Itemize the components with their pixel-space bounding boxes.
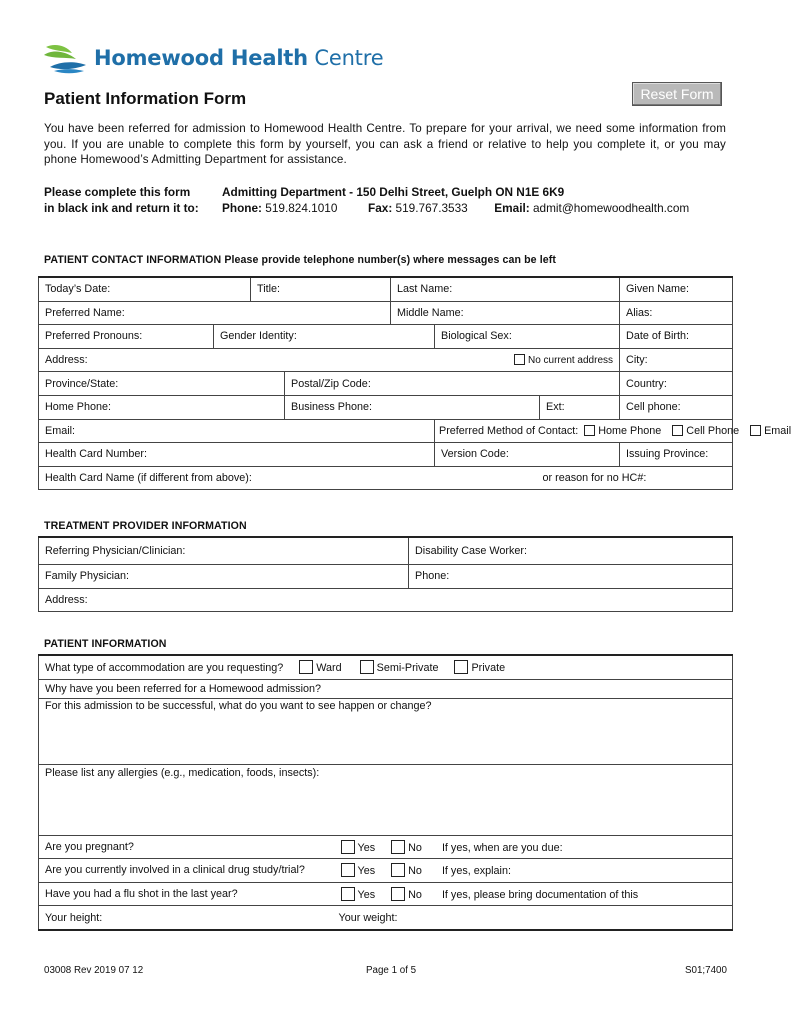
contact-section-heading: PATIENT CONTACT INFORMATION Please provide telephone number(s) where messages can be left <box>44 254 556 266</box>
form-title: Patient Information Form <box>44 89 247 108</box>
phone-number: 519.824.1010 <box>265 200 338 215</box>
provider-section-heading: TREATMENT PROVIDER INFORMATION <box>44 520 247 532</box>
last-name-field[interactable]: Last Name: <box>391 277 620 301</box>
allergies-field[interactable]: Please list any allergies (e.g., medication, foods, insects): <box>39 764 733 835</box>
address-field[interactable]: Address: No current address <box>39 348 620 372</box>
no-address-checkbox[interactable] <box>514 354 525 365</box>
home-phone-checkbox[interactable] <box>584 425 595 436</box>
flu-shot-options: Yes No If yes, please bring documentation of this <box>337 882 733 906</box>
ward-checkbox[interactable] <box>299 660 313 674</box>
email-checkbox[interactable] <box>750 425 761 436</box>
pregnant-question: Are you pregnant? <box>39 835 337 859</box>
drug-study-question: Are you currently involved in a clinical drug study/trial? <box>39 859 337 883</box>
homewood-logo <box>42 40 383 76</box>
drug-study-no-checkbox[interactable] <box>391 863 405 877</box>
province-field[interactable]: Province/State: <box>39 372 285 396</box>
country-field[interactable]: Country: <box>620 372 733 396</box>
admission-goals-field[interactable]: For this admission to be successful, what do you want to see happen or change? <box>39 698 733 764</box>
email-address: admit@homewoodhealth.com <box>532 200 690 215</box>
email-field[interactable]: Email: <box>39 419 435 443</box>
pregnant-yes-checkbox[interactable] <box>341 840 355 854</box>
gender-identity-field[interactable]: Gender Identity: <box>214 325 435 349</box>
page-number: Page 1 of 5 <box>366 965 417 976</box>
weight-field[interactable]: Your weight: <box>337 906 733 930</box>
disability-case-worker-field[interactable]: Disability Case Worker: <box>409 537 733 565</box>
health-card-field[interactable]: Health Card Number: <box>39 443 435 467</box>
admitting-info: Admitting Department - 150 Delhi Street, Guelph ON N1E 6K9 Phone: 519.824.1010 Fax: 519.767.3533 Email: admit@homewoodhealth.com <box>222 185 690 215</box>
given-name-field[interactable]: Given Name: <box>620 277 733 301</box>
logo-text: Homewood Health Centre <box>94 46 384 70</box>
admitting-address: Admitting Department - 150 Delhi Street, Guelph ON N1E 6K9 <box>222 185 565 199</box>
cell-phone-checkbox[interactable] <box>672 425 683 436</box>
provider-phone-field[interactable]: Phone: <box>409 565 733 589</box>
biological-sex-field[interactable]: Biological Sex: <box>435 325 620 349</box>
private-checkbox[interactable] <box>454 660 468 674</box>
home-phone-field[interactable]: Home Phone: <box>39 395 285 419</box>
pronouns-field[interactable]: Preferred Pronouns: <box>39 325 214 349</box>
business-phone-field[interactable]: Business Phone: <box>285 395 540 419</box>
drug-study-explain-field[interactable]: If yes, explain: <box>441 865 511 878</box>
alias-field[interactable]: Alias: <box>620 301 733 325</box>
accommodation-field: What type of accommodation are you requesting? Ward Semi-Private Private <box>39 655 733 679</box>
preferred-name-field[interactable]: Preferred Name: <box>39 301 391 325</box>
health-card-name-field[interactable]: Health Card Name (if different from above): <box>39 466 435 490</box>
height-field[interactable]: Your height: <box>39 906 337 930</box>
drug-study-yes-checkbox[interactable] <box>341 863 355 877</box>
pregnant-options: Yes No If yes, when are you due: <box>337 835 733 859</box>
no-hc-reason-field[interactable]: or reason for no HC#: <box>435 466 733 490</box>
revision-code: 03008 Rev 2019 07 12 <box>44 965 144 976</box>
reset-form-button[interactable]: Reset Form <box>632 82 722 106</box>
intro-paragraph: You have been referred for admission to Homewood Health Centre. To prepare for your arrival, we need some information from you. If you are unable to complete this form by yourself, you can ask a friend or relative to help you complete it, or you may phone Homewood’s Admitting Department for assistance. <box>44 122 726 166</box>
middle-name-field[interactable]: Middle Name: <box>391 301 620 325</box>
fax-number: 519.767.3533 <box>395 200 468 215</box>
pregnant-no-checkbox[interactable] <box>391 840 405 854</box>
title-field[interactable]: Title: <box>251 277 391 301</box>
ext-field[interactable]: Ext: <box>540 395 620 419</box>
todays-date-field[interactable]: Today’s Date: <box>39 277 251 301</box>
postal-code-field[interactable]: Postal/Zip Code: <box>285 372 620 396</box>
leaf-logo-icon <box>42 41 88 75</box>
form-code: S01;7400 <box>685 965 727 976</box>
flu-shot-no-checkbox[interactable] <box>391 887 405 901</box>
family-physician-field[interactable]: Family Physician: <box>39 565 409 589</box>
referral-reason-field[interactable]: Why have you been referred for a Homewood admission? <box>39 679 733 698</box>
version-code-field[interactable]: Version Code: <box>435 443 620 467</box>
referring-physician-field[interactable]: Referring Physician/Clinician: <box>39 537 409 565</box>
pregnant-due-field[interactable]: If yes, when are you due: <box>441 841 563 854</box>
patient-section-heading: PATIENT INFORMATION <box>44 638 167 650</box>
patient-table <box>38 654 733 931</box>
contact-table <box>38 276 791 490</box>
flu-shot-yes-checkbox[interactable] <box>341 887 355 901</box>
preferred-contact-field: Preferred Method of Contact: Home Phone Cell Phone Email <box>435 419 733 443</box>
provider-address-field[interactable]: Address: <box>39 588 733 612</box>
instructions: Please complete this form in black ink and return it to: <box>44 185 199 215</box>
semi-private-checkbox[interactable] <box>360 660 374 674</box>
issuing-province-field[interactable]: Issuing Province: <box>620 443 733 467</box>
date-of-birth-field[interactable]: Date of Birth: <box>620 325 733 349</box>
city-field[interactable]: City: <box>620 348 733 372</box>
flu-shot-question: Have you had a flu shot in the last year? <box>39 882 337 906</box>
drug-study-options: Yes No If yes, explain: <box>337 859 733 883</box>
provider-table <box>38 536 733 612</box>
flu-shot-note: If yes, please bring documentation of this <box>441 889 639 902</box>
cell-phone-field[interactable]: Cell phone: <box>620 395 733 419</box>
